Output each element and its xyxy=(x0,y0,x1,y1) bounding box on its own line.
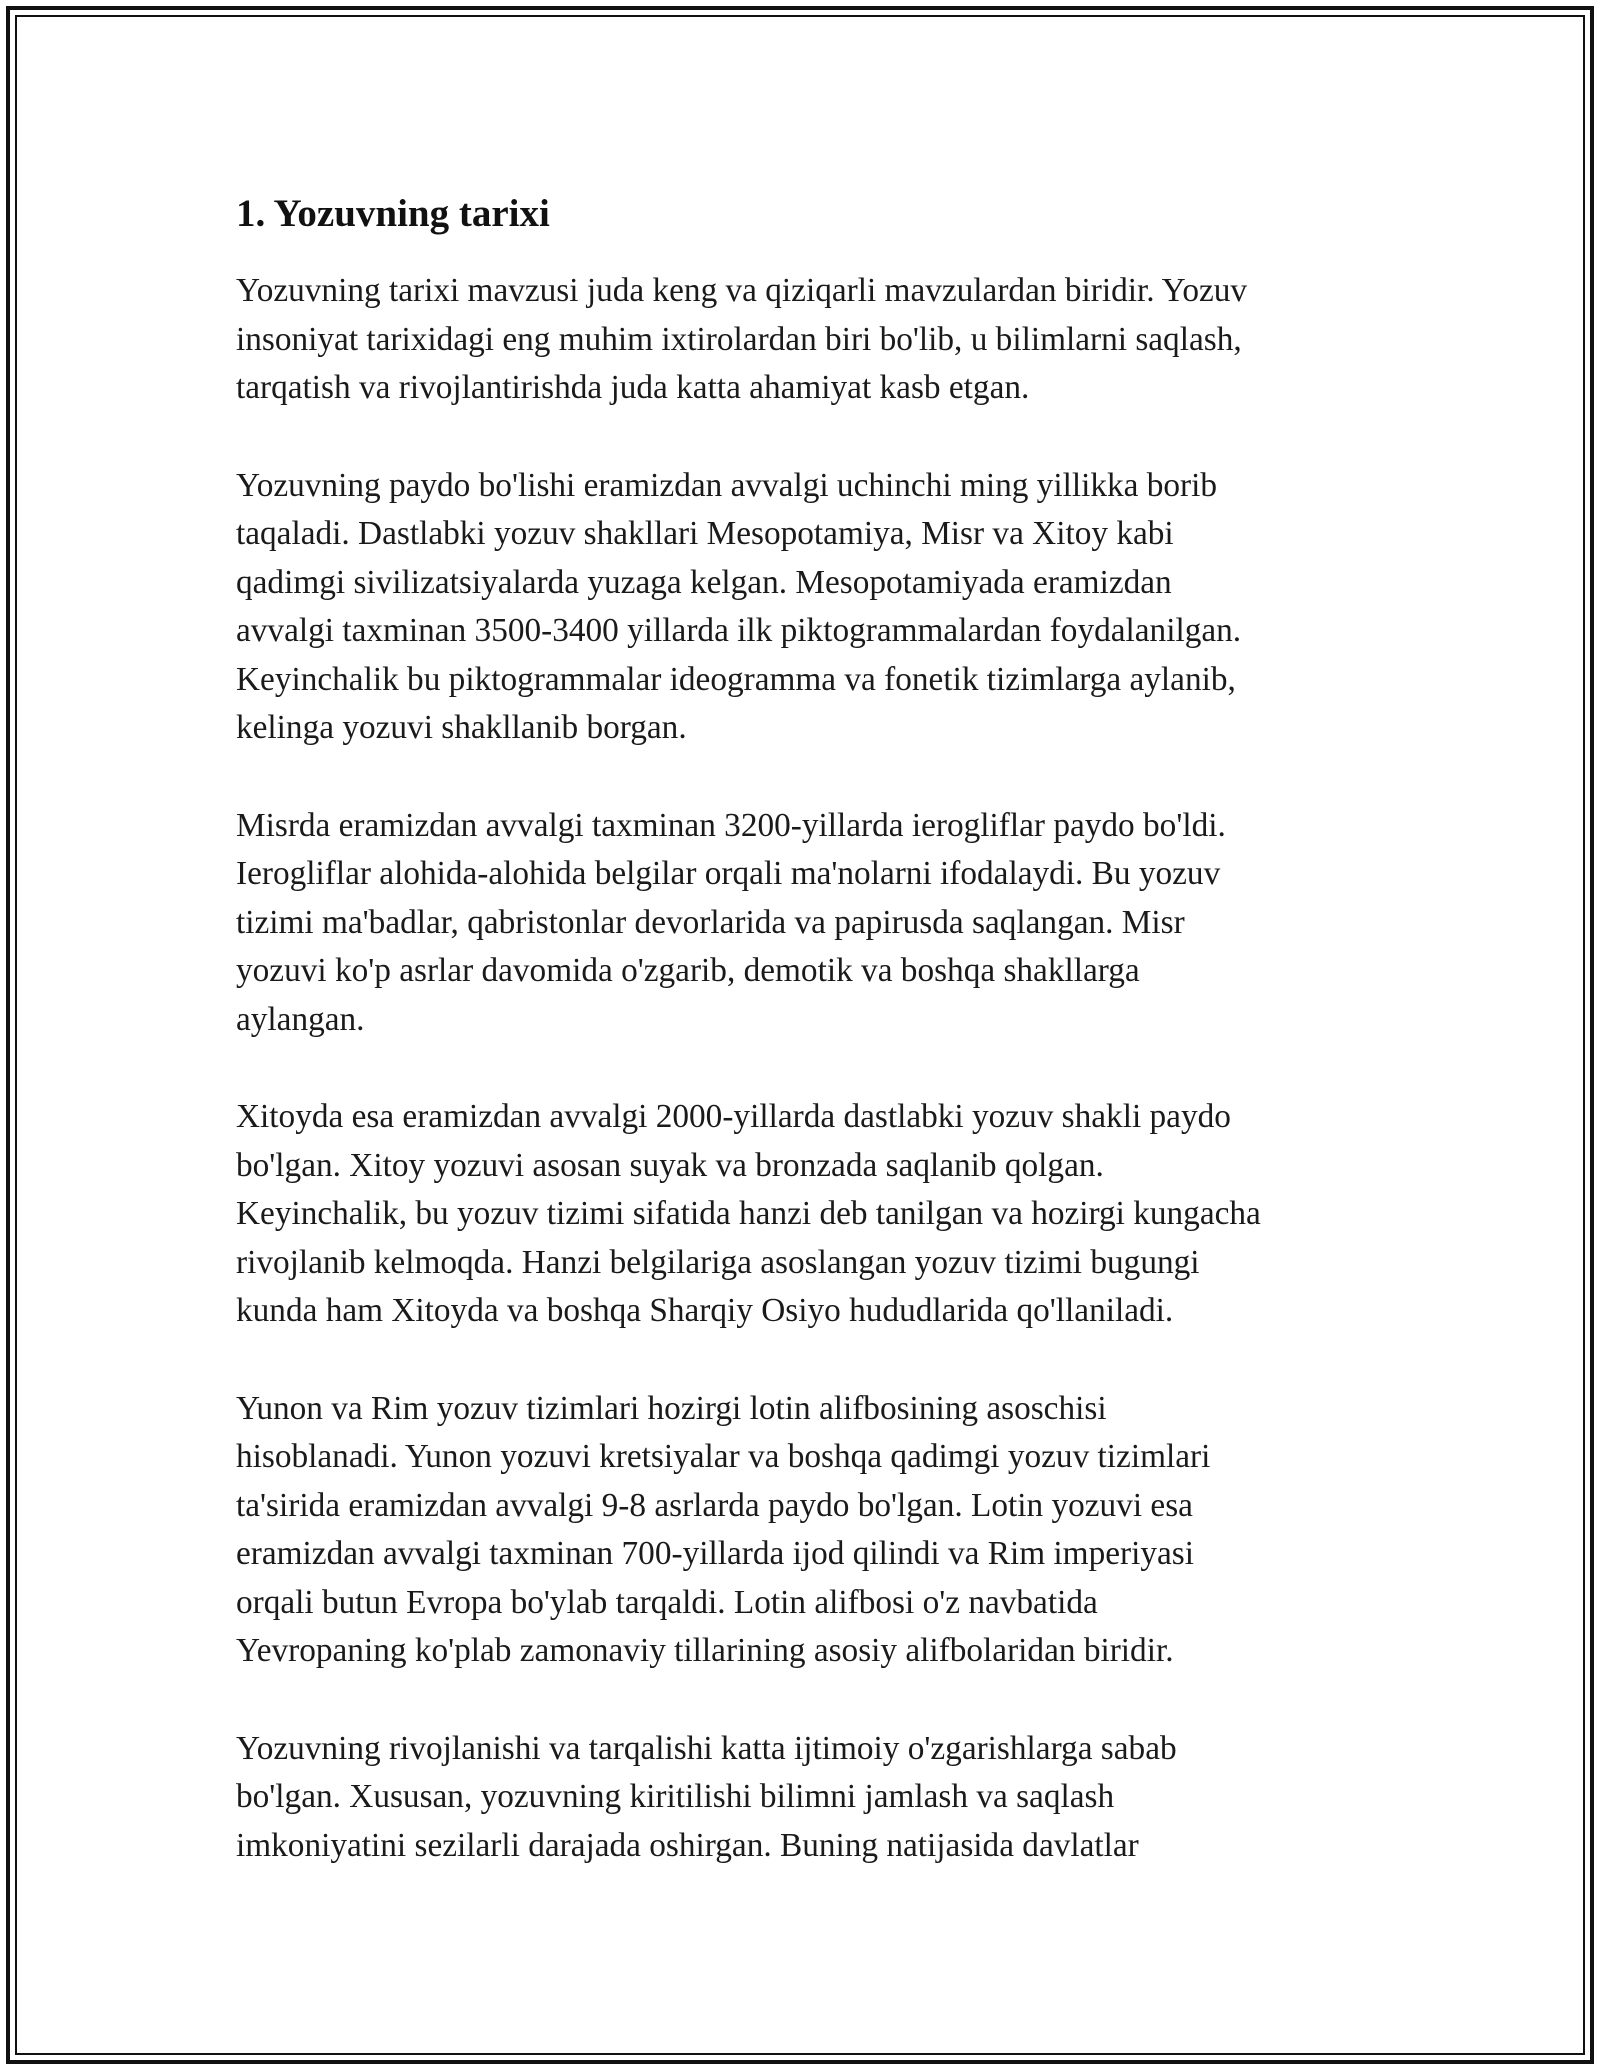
text-line: eramizdan avvalgi taxminan 700-yillarda ijod qilindi va Rim imperiyasi xyxy=(236,1535,1194,1572)
text-line: avvalgi taxminan 3500-3400 yillarda ilk piktogrammalardan foydalanilgan. xyxy=(236,612,1242,649)
text-line: rivojlanib kelmoqda. Hanzi belgilariga asoslangan yozuv tizimi bugungi xyxy=(236,1243,1200,1281)
text-line: qadimgi sivilizatsiyalarda yuzaga kelgan. Mesopotamiyada eramizdan xyxy=(236,563,1172,601)
text-line: tizimi ma'badlar, qabristonlar devorlarida va papirusda saqlangan. Misr xyxy=(236,903,1185,941)
paragraph-6 xyxy=(236,1725,1386,1871)
text-line: Xitoyda esa eramizdan avvalgi 2000-yillarda dastlabki yozuv shakli paydo xyxy=(236,1098,1231,1135)
text-line: Yozuvning rivojlanishi va tarqalishi katta ijtimoiy o'zgarishlarga sabab xyxy=(236,1729,1177,1767)
text-line: aylangan. xyxy=(236,1000,365,1038)
text-line: orqali butun Evropa bo'ylab tarqaldi. Lotin alifbosi o'z navbatida xyxy=(236,1583,1098,1621)
text-line: insoniyat tarixidagi eng muhim ixtirolardan biri bo'lib, u bilimlarni saqlash, xyxy=(236,320,1242,358)
document-body xyxy=(236,183,1386,1919)
text-line: Keyinchalik, bu yozuv tizimi sifatida hanzi deb tanilgan va hozirgi kungacha xyxy=(236,1195,1261,1232)
text-line: Yozuvning tarixi mavzusi juda keng va qiziqarli mavzulardan biridir. Yozuv xyxy=(236,272,1248,309)
text-line: bo'lgan. Xususan, yozuvning kiritilishi bilimni jamlash va saqlash xyxy=(236,1778,1115,1815)
text-line: kunda ham Xitoyda va boshqa Sharqiy Osiyo hududlarida qo'llaniladi. xyxy=(236,1292,1174,1329)
paragraph-2 xyxy=(236,462,1386,753)
text-line: hisoblanadi. Yunon yozuvi kretsiyalar va boshqa qadimgi yozuv tizimlari xyxy=(236,1438,1211,1475)
text-line: Misrda eramizdan avvalgi taxminan 3200-yillarda ierogliflar paydo bo'ldi. xyxy=(236,806,1226,844)
text-line: tarqatish va rivojlantirishda juda katta ahamiyat kasb etgan. xyxy=(236,369,1030,406)
section-heading: 1. Yozuvning tarixi xyxy=(236,192,550,235)
text-line: kelinga yozuvi shakllanib borgan. xyxy=(236,709,687,746)
text-line: Keyinchalik bu piktogrammalar ideogramma va fonetik tizimlarga aylanib, xyxy=(236,660,1236,698)
text-line: yozuvi ko'p asrlar davomida o'zgarib, demotik va boshqa shakllarga xyxy=(236,952,1140,989)
text-line: Yevropaning ko'plab zamonaviy tillarining asosiy alifbolaridan biridir. xyxy=(236,1632,1174,1669)
paragraph-5 xyxy=(236,1385,1386,1676)
text-line: ta'sirida eramizdan avvalgi 9-8 asrlarda paydo bo'lgan. Lotin yozuvi esa xyxy=(236,1486,1193,1524)
text-line: imkoniyatini sezilarli darajada oshirgan. Buning natijasida davlatlar xyxy=(236,1826,1139,1864)
text-line: Yozuvning paydo bo'lishi eramizdan avvalgi uchinchi ming yillikka borib xyxy=(236,466,1218,504)
text-line: Yunon va Rim yozuv tizimlari hozirgi lotin alifbosining asoschisi xyxy=(236,1389,1107,1427)
text-line: taqaladi. Dastlabki yozuv shakllari Mesopotamiya, Misr va Xitoy kabi xyxy=(236,515,1174,552)
paragraph-list xyxy=(236,267,1386,1870)
paragraph-4 xyxy=(236,1093,1386,1336)
paragraph-1 xyxy=(236,267,1386,413)
text-line: Ierogliflar alohida-alohida belgilar orqali ma'nolarni ifodalaydi. Bu yozuv xyxy=(236,855,1221,892)
text-line: bo'lgan. Xitoy yozuvi asosan suyak va bronzada saqlanib qolgan. xyxy=(236,1146,1104,1184)
paragraph-3 xyxy=(236,802,1386,1045)
